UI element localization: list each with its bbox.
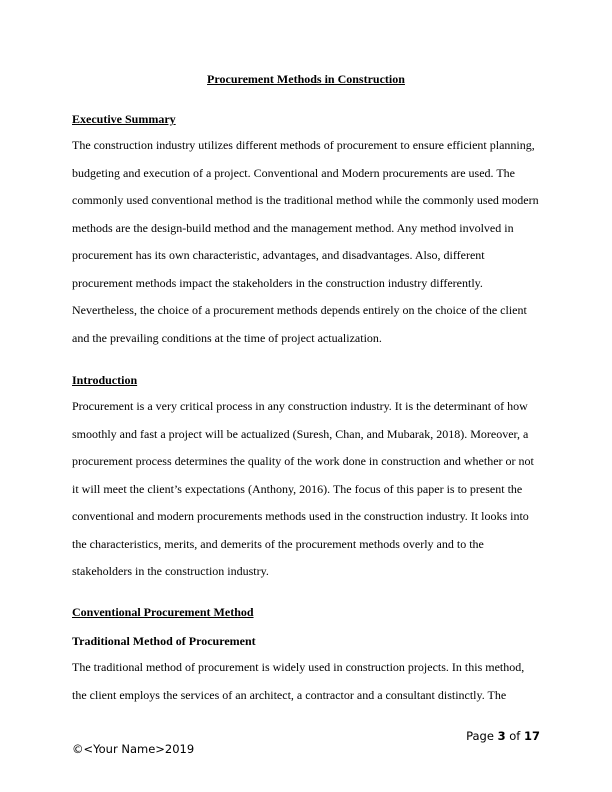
footer-copyright: ©<Your Name>2019	[72, 742, 195, 756]
page-number	[466, 729, 540, 743]
paragraph-line: Nevertheless, the choice of a procurement methods depends entirely on the choice of the client	[72, 303, 527, 317]
executive-summary-paragraph	[72, 132, 542, 352]
paragraph-line: The construction industry utilizes different methods of procurement to ensure efficient planning,	[72, 138, 535, 152]
paragraph-line: budgeting and execution of a project. Conventional and Modern procurements are used. The	[72, 165, 515, 180]
paragraph-line: procurement process determines the quality of the work done in construction and whether or not	[72, 454, 534, 468]
executive-summary-heading: Executive Summary	[72, 112, 176, 126]
paragraph-line: procurement methods impact the stakeholders in the construction industry differently.	[72, 275, 483, 290]
paragraph-line: Procurement is a very critical process in any construction industry. It is the determinant of how	[72, 399, 528, 413]
introduction-heading: Introduction	[72, 373, 138, 387]
paragraph-line: conventional and modern procurements methods used in the construction industry. It looks into	[72, 509, 529, 523]
paragraph-line: methods are the design-build method and the management method. Any method involved in	[72, 220, 514, 235]
document-title: Procurement Methods in Construction	[207, 72, 405, 86]
paragraph-line: the characteristics, merits, and demerits of the procurement methods overly and to the	[72, 536, 484, 551]
traditional-method-paragraph	[72, 654, 542, 709]
conventional-procurement-heading: Conventional Procurement Method	[72, 605, 254, 619]
introduction-paragraph	[72, 393, 542, 586]
paragraph-line: procurement has its own characteristic, advantages, and disadvantages. Also, different	[72, 248, 485, 262]
paragraph-line: The traditional method of procurement is widely used in construction projects. In this method,	[72, 660, 525, 674]
paragraph-line: smoothly and fast a project will be actualized (Suresh, Chan, and Mubarak, 2018). Moreover, a	[72, 426, 529, 441]
page-total: 17	[523, 729, 540, 743]
paragraph-line: it will meet the client’s expectations (Anthony, 2016). The focus of this paper is to present the	[72, 481, 523, 496]
paragraph-line: and the prevailing conditions at the time of project actualization.	[72, 330, 382, 345]
paragraph-line: commonly used conventional method is the traditional method while the commonly used modern	[72, 193, 539, 207]
page-current: 3	[497, 729, 506, 743]
paragraph-line: stakeholders in the construction industry.	[72, 564, 269, 578]
page-label: Page	[466, 729, 494, 743]
page-of-label: of	[509, 729, 521, 743]
traditional-method-heading: Traditional Method of Procurement	[72, 634, 256, 648]
paragraph-line: the client employs the services of an architect, a contractor and a consultant distinctly. The	[72, 687, 507, 702]
